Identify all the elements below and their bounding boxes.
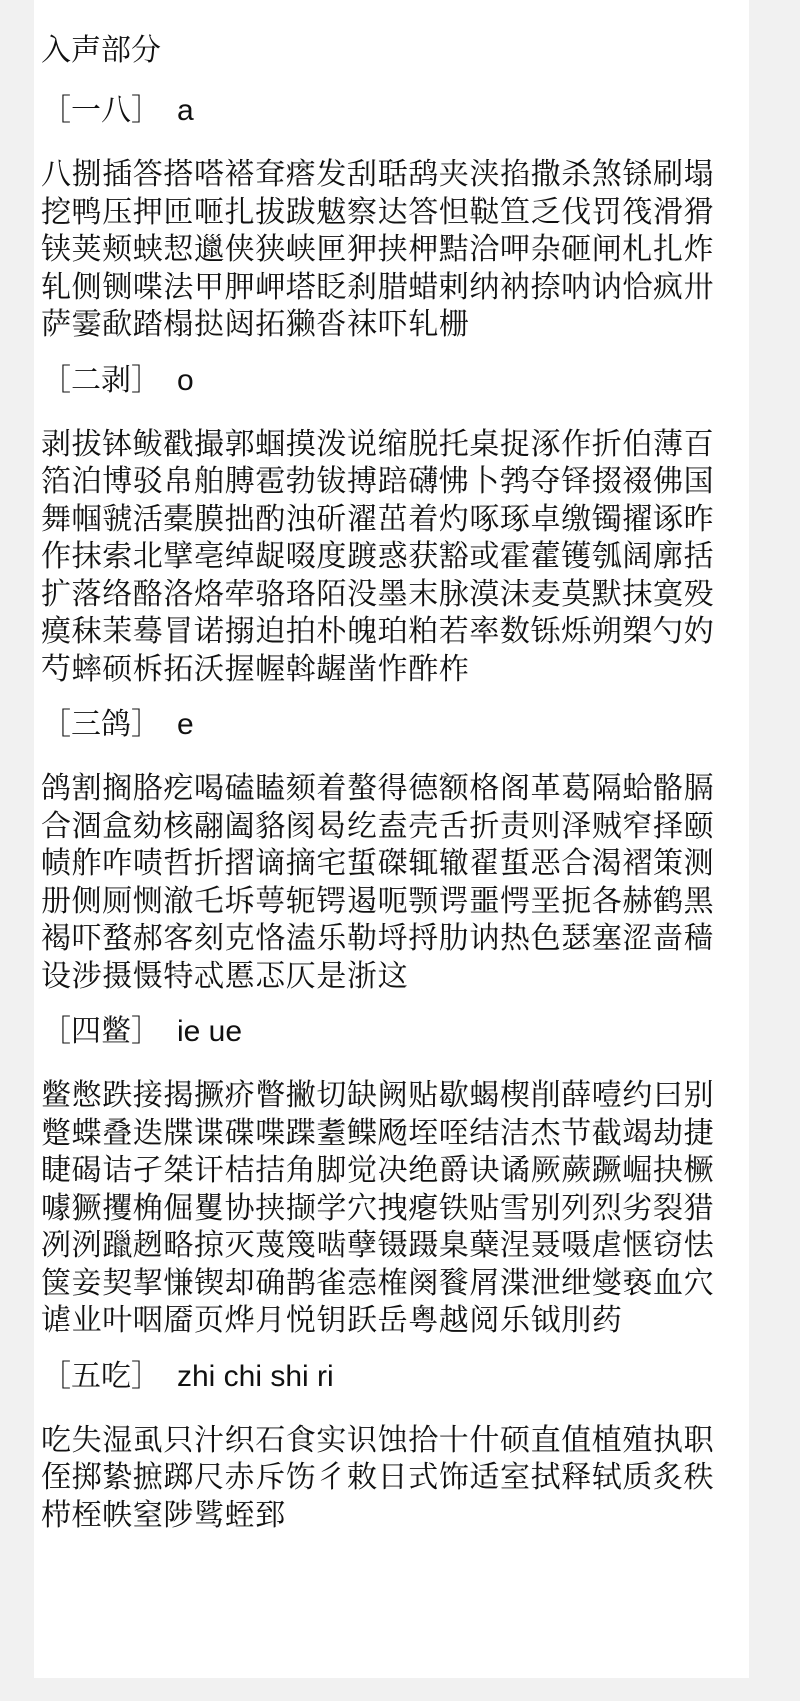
section-heading <box>41 1354 741 1400</box>
section-heading <box>41 358 741 404</box>
section-body-text: 鳖憋跌接揭撅疥瞥撇切缺阙贴歇蝎楔削薛噎约曰别蹩蝶叠迭牒谍碟喋蹀耋鲽飏垤咥结洁杰节截竭劫捷睫碣诘孑桀讦桔拮角脚觉决绝爵诀谲厥蕨蹶崛抉橛噱獗攫桷倔矍协挟撷学穴拽瘪铁贴雪别列烈劣裂猎冽洌躐趔略掠灭蔑篾啮孽镊蹑臬蘖涅聂嗫虐惬窃怯箧妾契挈慊锲却确鹊雀悫榷阕餮屑渫泄绁燮亵血穴谑业叶咽靥页烨月悦钥跃岳粤越阅乐钺刖药 <box>41 1078 715 1338</box>
section-body-text: 吃失湿虱只汁织石食实识蚀拾十什硕直值植殖执职侄掷絷摭踯尺赤斥饬彳敕日式饰适室拭释轼质炙秩栉桎帙窒陟骘蛭郅 <box>41 1422 715 1533</box>
document-page <box>34 0 749 1678</box>
section-ie-ue <box>41 1009 741 1340</box>
section-heading-pinyin: e <box>177 708 194 741</box>
section-heading-pinyin: zhi chi shi ri <box>177 1359 334 1393</box>
section-heading <box>41 88 741 134</box>
section-heading <box>41 1009 741 1055</box>
section-o <box>41 358 741 689</box>
section-heading-pinyin: ie ue <box>177 1015 243 1048</box>
section-heading-pinyin: a <box>177 94 194 127</box>
section-heading <box>41 702 741 748</box>
section-heading-label: ［一八］ <box>41 93 161 128</box>
bottom-page-gap <box>0 1678 800 1701</box>
section-zhi-chi-shi-ri <box>41 1354 741 1535</box>
section-a <box>41 88 741 344</box>
section-heading-label: ［三鸽］ <box>41 707 161 742</box>
section-heading-label: ［四鳖］ <box>41 1014 161 1049</box>
document-title: 入声部分 <box>41 33 161 68</box>
section-body-text: 鸽割搁胳疙喝磕瞌颏着螯得德额格阁革葛隔蛤骼膈合涸盒劾核翮阖貉阂曷纥盍壳舌折责则泽贼窄择颐帻舴咋啧哲折摺谪摘宅蜇磔辄辙翟蜇恶合渴褶策测册侧厕恻澈乇坼萼轭锷遏呃颚谔噩愕垩扼各赫鹤黑褐吓蝥郝客刻克恪溘乐勒埒捋肋讷热色瑟塞涩啬穑设涉摄慑特忒慝忑仄是浙这 <box>41 771 715 994</box>
section-heading-label: ［五吃］ <box>41 1358 161 1394</box>
section-body-text: 剥拔钵鲅戳撮郭蝈摸泼说缩脱托桌捉涿作折伯薄百箔泊博驳帛舶膊雹勃钹搏踣礴怫卜鹁夺铎掇裰佛国舞帼虢活橐膜拙酌浊斫濯茁着灼啄琢卓缴镯擢诼昨作抹索北擘亳绰龊啜度踱惑获豁或霍藿镬瓠阔廓括扩落络酪洛烙荦骆珞陌没墨末脉漠沫麦莫默抹寞殁瘼秣茉蓦冒诺搦迫拍朴魄珀粕若率数铄烁朔槊勺妁芍蟀硕柝拓沃握幄斡龌凿怍酢柞 <box>41 426 715 687</box>
right-margin-shade <box>749 0 800 1678</box>
section-e <box>41 702 741 995</box>
section-body-text: 八捌插答搭嗒褡耷瘩发刮聒鸹夹浃掐撒杀煞铩刷塌挖鸭压押匝咂扎拔跋魃察达答怛鞑笪乏伐罚筏滑猾铗荚颊蛱恝邋侠狭峡匣狎挟柙黠洽呷杂砸闸札扎炸轧侧铡喋法甲胛岬塔眨刹腊蜡剌纳衲捺呐讷恰疯卅萨霎歃踏榻挞闼拓獭沓袜吓轧栅 <box>41 157 715 342</box>
section-heading-pinyin: o <box>177 363 194 397</box>
section-heading-label: ［二剥］ <box>41 362 161 398</box>
